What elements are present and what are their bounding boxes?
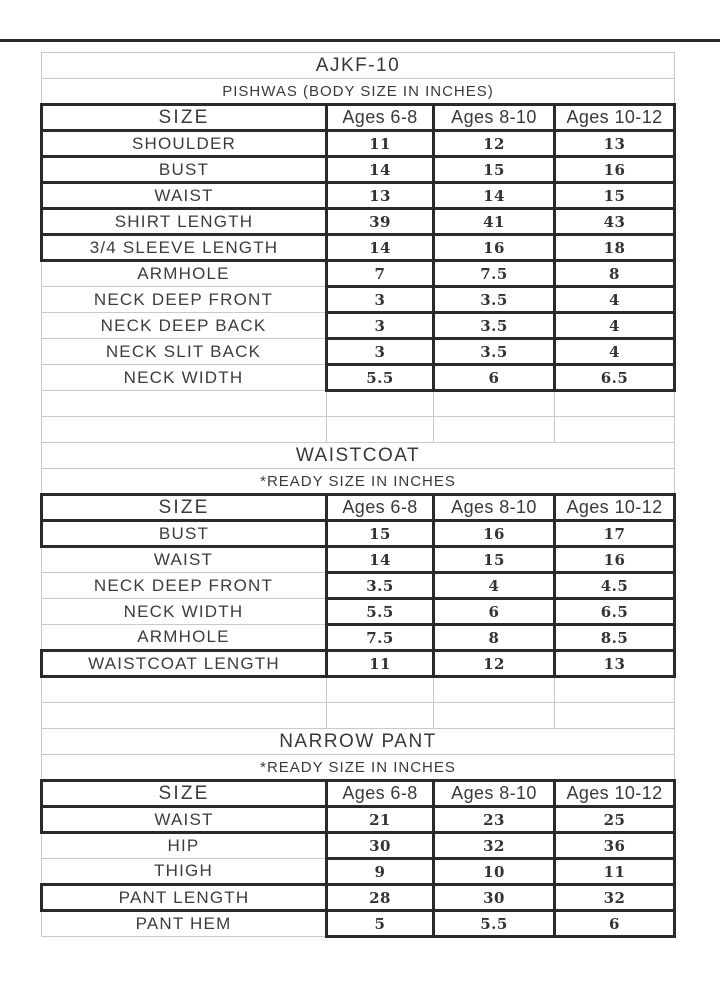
value-cell: 3 (327, 287, 434, 313)
sheet-row-data (42, 183, 675, 209)
sheet-row-title (42, 443, 675, 469)
header-age-cell: Ages 8-10 (434, 781, 555, 807)
spacer-cell (42, 391, 327, 417)
row-label-cell: PANT HEM (42, 911, 327, 937)
spacer-cell (434, 703, 555, 729)
row-label-cell: ARMHOLE (42, 625, 327, 651)
value-cell: 17 (555, 521, 675, 547)
sheet-row-spacer (42, 677, 675, 703)
header-size-cell: SIZE (42, 495, 327, 521)
header-age-cell: Ages 6-8 (327, 105, 434, 131)
value-cell: 18 (555, 235, 675, 261)
sheet-row-data (42, 521, 675, 547)
row-label-cell: THIGH (42, 859, 327, 885)
row-label-cell: NECK DEEP FRONT (42, 287, 327, 313)
row-label-cell: PANT LENGTH (42, 885, 327, 911)
value-cell: 5.5 (327, 599, 434, 625)
size-chart-sheet (40, 52, 676, 938)
spacer-cell (555, 417, 675, 443)
value-cell: 12 (434, 651, 555, 677)
section-subtitle: PISHWAS (BODY SIZE IN INCHES) (42, 79, 675, 105)
value-cell: 15 (555, 183, 675, 209)
spacer-cell (434, 677, 555, 703)
sheet-row-data (42, 547, 675, 573)
value-cell: 3.5 (327, 573, 434, 599)
value-cell: 11 (327, 131, 434, 157)
sheet-row-data (42, 625, 675, 651)
value-cell: 16 (434, 521, 555, 547)
value-cell: 16 (434, 235, 555, 261)
sheet-row-subtitle (42, 469, 675, 495)
sheet-row-title (42, 53, 675, 79)
value-cell: 6 (555, 911, 675, 937)
value-cell: 6.5 (555, 365, 675, 391)
size-sheet-body (42, 53, 675, 937)
section-subtitle: *READY SIZE IN INCHES (42, 469, 675, 495)
value-cell: 13 (327, 183, 434, 209)
sheet-row-data (42, 209, 675, 235)
value-cell: 8 (555, 261, 675, 287)
size-sheet-table (40, 52, 676, 938)
value-cell: 32 (434, 833, 555, 859)
value-cell: 11 (555, 859, 675, 885)
sheet-row-data (42, 573, 675, 599)
sheet-row-data (42, 313, 675, 339)
value-cell: 3 (327, 313, 434, 339)
value-cell: 4 (555, 313, 675, 339)
row-label-cell: NECK DEEP FRONT (42, 573, 327, 599)
value-cell: 6.5 (555, 599, 675, 625)
value-cell: 3 (327, 339, 434, 365)
value-cell: 7.5 (327, 625, 434, 651)
spacer-cell (434, 391, 555, 417)
sheet-row-header (42, 495, 675, 521)
section-title: WAISTCOAT (42, 443, 675, 469)
header-age-cell: Ages 10-12 (555, 105, 675, 131)
value-cell: 3.5 (434, 287, 555, 313)
value-cell: 4 (555, 339, 675, 365)
value-cell: 41 (434, 209, 555, 235)
spacer-cell (555, 703, 675, 729)
value-cell: 3.5 (434, 339, 555, 365)
sheet-row-data (42, 339, 675, 365)
row-label-cell: ARMHOLE (42, 261, 327, 287)
value-cell: 10 (434, 859, 555, 885)
value-cell: 7 (327, 261, 434, 287)
value-cell: 16 (555, 157, 675, 183)
sheet-row-spacer (42, 417, 675, 443)
value-cell: 23 (434, 807, 555, 833)
row-label-cell: NECK WIDTH (42, 365, 327, 391)
sheet-row-spacer (42, 391, 675, 417)
sheet-row-data (42, 131, 675, 157)
sheet-row-data (42, 651, 675, 677)
value-cell: 15 (434, 547, 555, 573)
header-age-cell: Ages 8-10 (434, 495, 555, 521)
sheet-row-data (42, 157, 675, 183)
spacer-cell (42, 417, 327, 443)
sheet-row-data (42, 885, 675, 911)
header-age-cell: Ages 6-8 (327, 495, 434, 521)
row-label-cell: WAISTCOAT LENGTH (42, 651, 327, 677)
top-divider-rule (0, 39, 720, 42)
sheet-row-data (42, 235, 675, 261)
row-label-cell: WAIST (42, 183, 327, 209)
row-label-cell: HIP (42, 833, 327, 859)
spacer-cell (327, 417, 434, 443)
sheet-row-title (42, 729, 675, 755)
header-age-cell: Ages 8-10 (434, 105, 555, 131)
header-age-cell: Ages 10-12 (555, 781, 675, 807)
spacer-cell (327, 703, 434, 729)
sheet-row-data (42, 365, 675, 391)
row-label-cell: NECK SLIT BACK (42, 339, 327, 365)
value-cell: 4 (555, 287, 675, 313)
spacer-cell (555, 391, 675, 417)
value-cell: 11 (327, 651, 434, 677)
value-cell: 14 (327, 547, 434, 573)
row-label-cell: NECK DEEP BACK (42, 313, 327, 339)
spacer-cell (42, 677, 327, 703)
value-cell: 30 (327, 833, 434, 859)
row-label-cell: BUST (42, 521, 327, 547)
value-cell: 6 (434, 365, 555, 391)
value-cell: 25 (555, 807, 675, 833)
header-age-cell: Ages 10-12 (555, 495, 675, 521)
sheet-row-data (42, 599, 675, 625)
value-cell: 5.5 (327, 365, 434, 391)
row-label-cell: 3/4 SLEEVE LENGTH (42, 235, 327, 261)
value-cell: 32 (555, 885, 675, 911)
value-cell: 6 (434, 599, 555, 625)
value-cell: 39 (327, 209, 434, 235)
row-label-cell: SHIRT LENGTH (42, 209, 327, 235)
value-cell: 43 (555, 209, 675, 235)
sheet-row-subtitle (42, 755, 675, 781)
row-label-cell: WAIST (42, 807, 327, 833)
value-cell: 8 (434, 625, 555, 651)
sheet-row-data (42, 859, 675, 885)
value-cell: 5.5 (434, 911, 555, 937)
spacer-cell (327, 391, 434, 417)
header-age-cell: Ages 6-8 (327, 781, 434, 807)
value-cell: 21 (327, 807, 434, 833)
value-cell: 13 (555, 131, 675, 157)
spacer-cell (327, 677, 434, 703)
value-cell: 30 (434, 885, 555, 911)
value-cell: 9 (327, 859, 434, 885)
value-cell: 8.5 (555, 625, 675, 651)
value-cell: 7.5 (434, 261, 555, 287)
sheet-row-spacer (42, 703, 675, 729)
spacer-cell (434, 417, 555, 443)
value-cell: 15 (327, 521, 434, 547)
row-label-cell: WAIST (42, 547, 327, 573)
value-cell: 4 (434, 573, 555, 599)
section-title: NARROW PANT (42, 729, 675, 755)
row-label-cell: SHOULDER (42, 131, 327, 157)
sheet-row-data (42, 287, 675, 313)
sheet-row-header (42, 781, 675, 807)
row-label-cell: BUST (42, 157, 327, 183)
sheet-row-header (42, 105, 675, 131)
spacer-cell (555, 677, 675, 703)
sheet-row-data (42, 807, 675, 833)
header-size-cell: SIZE (42, 105, 327, 131)
row-label-cell: NECK WIDTH (42, 599, 327, 625)
sheet-row-subtitle (42, 79, 675, 105)
sheet-row-data (42, 833, 675, 859)
sheet-row-data (42, 261, 675, 287)
sheet-row-data (42, 911, 675, 937)
value-cell: 14 (434, 183, 555, 209)
section-title: AJKF-10 (42, 53, 675, 79)
value-cell: 36 (555, 833, 675, 859)
value-cell: 14 (327, 157, 434, 183)
value-cell: 5 (327, 911, 434, 937)
value-cell: 13 (555, 651, 675, 677)
value-cell: 28 (327, 885, 434, 911)
spacer-cell (42, 703, 327, 729)
value-cell: 12 (434, 131, 555, 157)
value-cell: 15 (434, 157, 555, 183)
value-cell: 4.5 (555, 573, 675, 599)
value-cell: 16 (555, 547, 675, 573)
value-cell: 3.5 (434, 313, 555, 339)
section-subtitle: *READY SIZE IN INCHES (42, 755, 675, 781)
value-cell: 14 (327, 235, 434, 261)
header-size-cell: SIZE (42, 781, 327, 807)
